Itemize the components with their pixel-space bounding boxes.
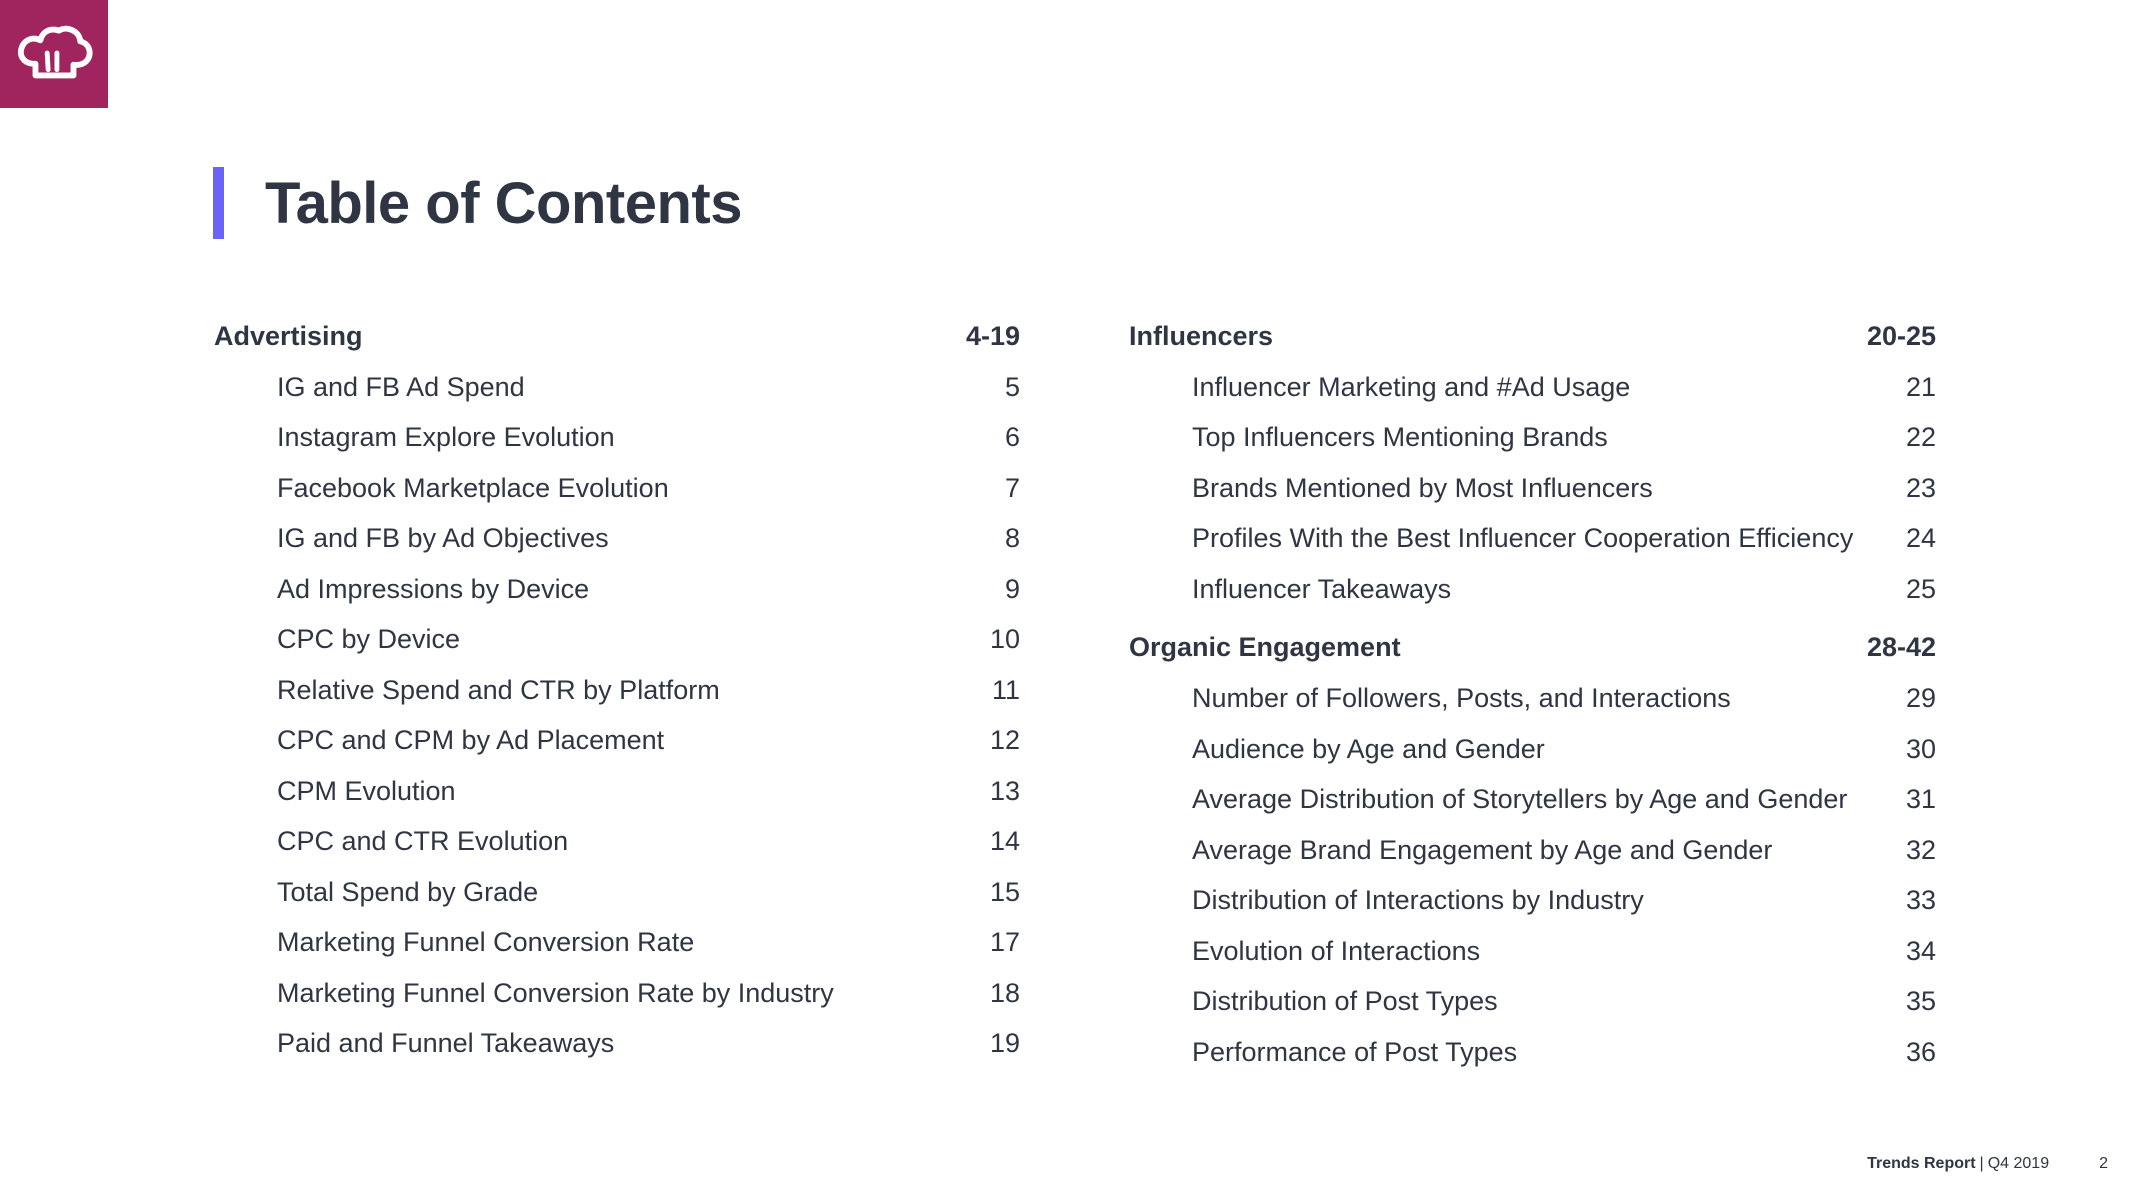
toc-item-paid-and-funnel-takeaways[interactable] (214, 1019, 1020, 1070)
section-heading-title: Advertising (214, 320, 363, 351)
toc-item-title: Relative Spend and CTR by Platform (277, 674, 720, 705)
toc-item-ig-and-fb-ad-spend[interactable] (214, 362, 1020, 413)
toc-item-distribution-of-post-types[interactable] (1129, 977, 1936, 1028)
toc-item-influencer-takeaways[interactable] (1129, 564, 1936, 615)
toc-item-title: Facebook Marketplace Evolution (277, 472, 669, 503)
toc-section-influencers (1129, 310, 1936, 615)
toc-item-title: Average Distribution of Storytellers by Age and Gender (1192, 784, 1848, 815)
toc-item-cpm-evolution[interactable] (214, 766, 1020, 817)
toc-item-page: 7 (1004, 472, 1020, 503)
toc-item-page: 22 (1905, 422, 1936, 453)
page-title: Table of Contents (265, 171, 742, 236)
section-heading[interactable] (1129, 622, 1936, 674)
toc-item-page: 9 (1004, 573, 1020, 604)
toc-item-title: Marketing Funnel Conversion Rate by Industry (277, 977, 834, 1008)
section-heading[interactable] (1129, 310, 1936, 362)
toc-item-page: 12 (989, 725, 1020, 756)
toc-item-title: Ad Impressions by Device (277, 573, 590, 604)
toc-item-page: 36 (1905, 1036, 1936, 1067)
toc-item-title: IG and FB Ad Spend (277, 371, 525, 402)
toc-item-page: 11 (991, 674, 1020, 705)
toc-item-page: 10 (989, 624, 1020, 655)
toc-item-title: Influencer Marketing and #Ad Usage (1192, 371, 1631, 402)
toc-item-top-influencers-mentioning-brands[interactable] (1129, 413, 1936, 464)
toc-item-evolution-of-interactions[interactable] (1129, 926, 1936, 977)
toc-section-organic-engagement (1129, 622, 1936, 1078)
toc-item-title: Audience by Age and Gender (1192, 733, 1545, 764)
toc-item-page: 25 (1905, 573, 1936, 604)
toc-item-page: 24 (1905, 523, 1936, 554)
toc-item-page: 6 (1004, 422, 1020, 453)
section-heading[interactable] (214, 310, 1020, 362)
toc-item-page: 35 (1905, 986, 1936, 1017)
toc-item-title: Paid and Funnel Takeaways (277, 1028, 615, 1059)
title-accent-bar (213, 167, 224, 239)
toc-section-advertising (214, 310, 1020, 1069)
toc-item-title: Marketing Funnel Conversion Rate (277, 927, 695, 958)
toc-item-title: Top Influencers Mentioning Brands (1192, 422, 1608, 453)
toc-item-cpc-and-ctr-evolution[interactable] (214, 817, 1020, 868)
toc-item-brands-mentioned-by-most-influencers[interactable] (1129, 463, 1936, 514)
toc-item-page: 13 (989, 775, 1020, 806)
toc-item-page: 21 (1905, 371, 1936, 402)
toc-item-title: IG and FB by Ad Objectives (277, 523, 609, 554)
toc-item-title: Brands Mentioned by Most Influencers (1192, 472, 1653, 503)
toc-item-title: Performance of Post Types (1192, 1036, 1518, 1067)
toc-item-marketing-funnel-conversion-rate-by-industry[interactable] (214, 968, 1020, 1019)
toc-item-page: 33 (1905, 885, 1936, 916)
section-heading-title: Organic Engagement (1129, 632, 1401, 662)
toc-item-facebook-marketplace-evolution[interactable] (214, 463, 1020, 514)
footer-page-number: 2 (2099, 1155, 2108, 1172)
toc-item-title: Distribution of Interactions by Industry (1192, 885, 1644, 916)
toc-right-column (1129, 310, 1936, 1078)
toc-item-title: Total Spend by Grade (277, 876, 539, 907)
toc-item-cpc-by-device[interactable] (214, 615, 1020, 666)
toc-item-title: CPC and CTR Evolution (277, 826, 569, 857)
toc-item-title: Instagram Explore Evolution (277, 422, 615, 453)
toc-item-instagram-explore-evolution[interactable] (214, 413, 1020, 464)
toc-item-page: 29 (1905, 683, 1936, 714)
brand-logo (0, 0, 108, 108)
toc-item-title: Profiles With the Best Influencer Cooperation Efficiency (1192, 523, 1854, 554)
toc-item-page: 18 (989, 977, 1020, 1008)
toc-item-page: 34 (1905, 935, 1936, 966)
toc-item-title: CPC by Device (277, 624, 461, 655)
toc-item-marketing-funnel-conversion-rate[interactable] (214, 918, 1020, 969)
footer-separator: | (1979, 1155, 1984, 1172)
toc-item-distribution-of-interactions-by-industry[interactable] (1129, 876, 1936, 927)
toc-item-profiles-with-the-best-influencer-cooperation-efficiency[interactable] (1129, 514, 1936, 565)
toc-item-title: Number of Followers, Posts, and Interactions (1192, 683, 1731, 714)
toc-item-title: Average Brand Engagement by Age and Gender (1192, 834, 1773, 865)
toc-item-title: Distribution of Post Types (1192, 986, 1498, 1017)
toc-item-page: 23 (1905, 472, 1936, 503)
toc-item-title: CPM Evolution (277, 775, 456, 806)
section-page-range: 20-25 (1866, 320, 1936, 351)
toc-item-page: 32 (1905, 834, 1936, 865)
toc-item-page: 15 (989, 876, 1020, 907)
toc-item-total-spend-by-grade[interactable] (214, 867, 1020, 918)
toc-item-relative-spend-and-ctr-by-platform[interactable] (214, 665, 1020, 716)
toc-item-title: Evolution of Interactions (1192, 935, 1481, 966)
toc-item-title: Influencer Takeaways (1192, 573, 1452, 604)
toc-item-average-brand-engagement-by-age-and-gender[interactable] (1129, 825, 1936, 876)
toc-item-title: CPC and CPM by Ad Placement (277, 725, 665, 756)
toc-item-influencer-marketing-and-ad-usage[interactable] (1129, 362, 1936, 413)
footer (1867, 1155, 2108, 1173)
chef-hat-icon (15, 22, 93, 86)
toc-item-page: 8 (1004, 523, 1020, 554)
footer-brand: Trends Report (1867, 1155, 1976, 1172)
section-page-range: 28-42 (1866, 632, 1936, 662)
toc-item-number-of-followers-posts-and-interactions[interactable] (1129, 674, 1936, 725)
toc-left-column (214, 310, 1020, 1069)
section-spacer (1129, 615, 1936, 622)
toc-item-cpc-and-cpm-by-ad-placement[interactable] (214, 716, 1020, 767)
toc-item-audience-by-age-and-gender[interactable] (1129, 724, 1936, 775)
section-page-range: 4-19 (965, 320, 1020, 351)
toc-item-average-distribution-of-storytellers-by-age-and-gender[interactable] (1129, 775, 1936, 826)
footer-period: Q4 2019 (1987, 1155, 2050, 1172)
toc-item-page: 14 (989, 826, 1020, 857)
toc-item-page: 17 (989, 927, 1020, 958)
toc-item-page: 30 (1905, 733, 1936, 764)
section-heading-title: Influencers (1129, 320, 1274, 351)
toc-item-performance-of-post-types[interactable] (1129, 1027, 1936, 1078)
toc-item-page: 5 (1004, 371, 1020, 402)
toc-item-page: 31 (1905, 784, 1936, 815)
toc-item-page: 19 (989, 1028, 1020, 1059)
toc-item-ig-and-fb-by-ad-objectives[interactable] (214, 514, 1020, 565)
toc-item-ad-impressions-by-device[interactable] (214, 564, 1020, 615)
